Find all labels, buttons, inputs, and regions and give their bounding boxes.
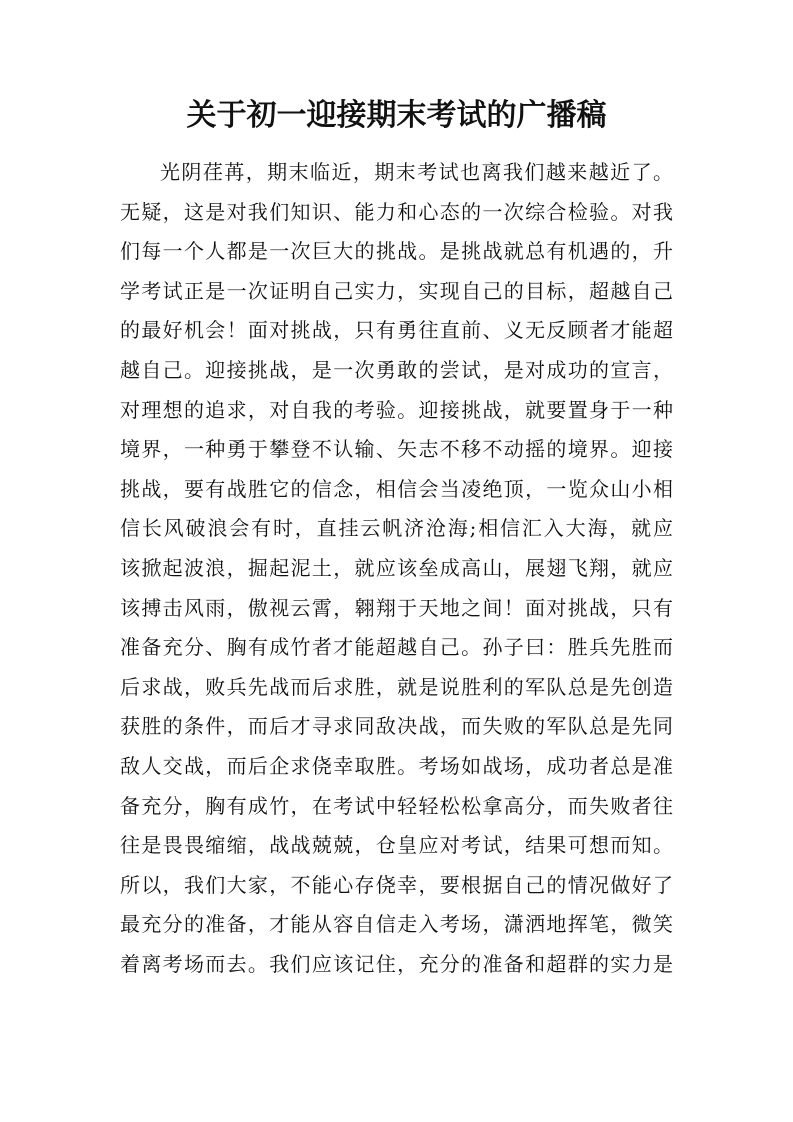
body-line: 后求战，败兵先战而后求胜，就是说胜利的军队总是先创造 (120, 674, 673, 699)
body-line: 所以，我们大家，不能心存侥幸，要根据自己的情况做好了 (120, 872, 673, 897)
body-line: 获胜的条件，而后才寻求同敌决战，而失败的军队总是先同 (120, 714, 673, 739)
body-line: 该搏击风雨，傲视云霄，翱翔于天地之间！面对挑战，只有 (120, 595, 673, 620)
body-line: 们每一个人都是一次巨大的挑战。是挑战就总有机遇的，升 (120, 239, 673, 264)
body-line: 越自己。迎接挑战，是一次勇敢的尝试，是对成功的宣言， (120, 357, 673, 382)
body-line: 备充分，胸有成竹，在考试中轻轻松松拿高分，而失败者往 (120, 793, 673, 818)
document-body (120, 153, 673, 984)
body-line: 准备充分、胸有成竹者才能超越自己。孙子曰：胜兵先胜而 (120, 635, 673, 660)
body-line: 光阴荏苒，期末临近，期末考试也离我们越来越近了。 (160, 160, 673, 184)
body-line: 该掀起波浪，掘起泥土，就应该垒成高山，展翅飞翔，就应 (120, 555, 673, 580)
body-line: 信长风破浪会有时，直挂云帆济沧海;相信汇入大海，就应 (120, 516, 673, 541)
body-line: 的最好机会！面对挑战，只有勇往直前、义无反顾者才能超 (120, 318, 673, 343)
body-line: 着离考场而去。我们应该记住，充分的准备和超群的实力是 (120, 951, 673, 976)
body-line: 境界，一种勇于攀登不认输、矢志不移不动摇的境界。迎接 (120, 437, 673, 462)
body-line: 往是畏畏缩缩，战战兢兢，仓皇应对考试，结果可想而知。 (120, 833, 673, 858)
body-line: 对理想的追求，对自我的考验。迎接挑战，就要置身于一种 (120, 397, 673, 422)
document-title: 关于初一迎接期末考试的广播稿 (186, 98, 607, 133)
body-line: 无疑，这是对我们知识、能力和心态的一次综合检验。对我 (120, 199, 673, 224)
body-line: 敌人交战，而后企求侥幸取胜。考场如战场，成功者总是准 (120, 753, 673, 778)
body-line: 学考试正是一次证明自己实力，实现自己的目标，超越自己 (120, 278, 673, 303)
body-line: 最充分的准备，才能从容自信走入考场，潇洒地挥笔，微笑 (120, 912, 673, 937)
body-line: 挑战，要有战胜它的信念，相信会当凌绝顶，一览众山小相 (120, 476, 673, 501)
